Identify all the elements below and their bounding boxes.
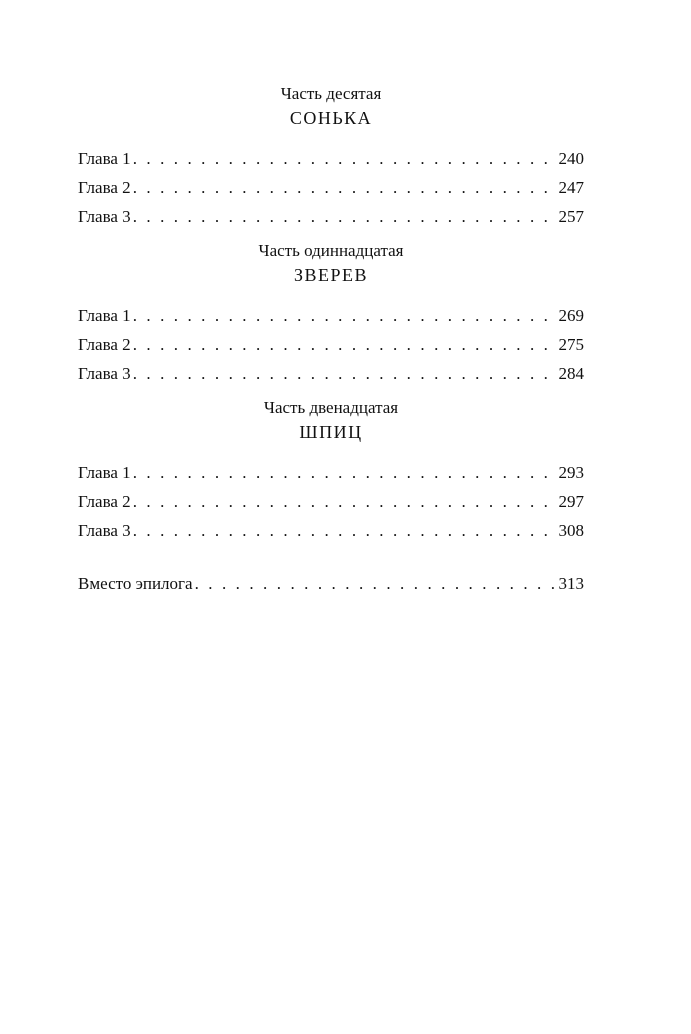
part-title: ШПИЦ xyxy=(299,422,363,442)
toc-entry[interactable] xyxy=(78,458,584,487)
chapter-label: Глава 3 xyxy=(78,207,131,226)
part-label: Часть одиннадцатая xyxy=(258,241,404,260)
part-heading xyxy=(78,84,584,130)
epilogue-label: Вместо эпилога xyxy=(78,574,193,593)
part-title: ЗВЕРЕВ xyxy=(293,265,369,285)
part-heading xyxy=(78,398,584,444)
chapter-label: Глава 2 xyxy=(78,335,131,354)
part-10-section xyxy=(78,84,584,231)
chapter-label: Глава 3 xyxy=(78,521,131,540)
dot-leader xyxy=(133,301,557,330)
page-number: 293 xyxy=(558,463,584,482)
page-number: 240 xyxy=(558,149,584,168)
dot-leader xyxy=(133,487,557,516)
part-heading xyxy=(78,241,584,287)
part-label: Часть двенадцатая xyxy=(263,398,399,417)
page-number: 308 xyxy=(558,521,584,540)
page-number: 284 xyxy=(558,364,584,383)
page-number: 257 xyxy=(558,207,584,226)
toc-entry[interactable] xyxy=(78,516,584,545)
epilogue-section xyxy=(78,569,584,598)
part-label: Часть десятая xyxy=(280,84,382,103)
chapter-list xyxy=(78,144,584,231)
toc-entry[interactable] xyxy=(78,301,584,330)
toc-entry[interactable] xyxy=(78,173,584,202)
toc-entry-epilogue[interactable] xyxy=(78,569,584,598)
chapter-label: Глава 1 xyxy=(78,306,131,325)
chapter-list xyxy=(78,301,584,388)
chapter-label: Глава 3 xyxy=(78,364,131,383)
toc-entry[interactable] xyxy=(78,202,584,231)
page-number: 247 xyxy=(558,178,584,197)
dot-leader xyxy=(195,569,557,598)
part-title: СОНЬКА xyxy=(289,108,373,128)
toc-entry[interactable] xyxy=(78,359,584,388)
dot-leader xyxy=(133,516,557,545)
table-of-contents xyxy=(78,84,584,598)
toc-entry[interactable] xyxy=(78,330,584,359)
dot-leader xyxy=(133,202,557,231)
chapter-label: Глава 1 xyxy=(78,463,131,482)
page-number: 297 xyxy=(558,492,584,511)
dot-leader xyxy=(133,359,557,388)
part-12-section xyxy=(78,398,584,545)
dot-leader xyxy=(133,144,557,173)
part-11-section xyxy=(78,241,584,388)
chapter-label: Глава 1 xyxy=(78,149,131,168)
page-number: 275 xyxy=(558,335,584,354)
toc-entry[interactable] xyxy=(78,487,584,516)
dot-leader xyxy=(133,458,557,487)
chapter-list xyxy=(78,458,584,545)
chapter-label: Глава 2 xyxy=(78,492,131,511)
dot-leader xyxy=(133,330,557,359)
page-number: 269 xyxy=(558,306,584,325)
page-number: 313 xyxy=(558,574,584,593)
chapter-label: Глава 2 xyxy=(78,178,131,197)
dot-leader xyxy=(133,173,557,202)
toc-entry[interactable] xyxy=(78,144,584,173)
